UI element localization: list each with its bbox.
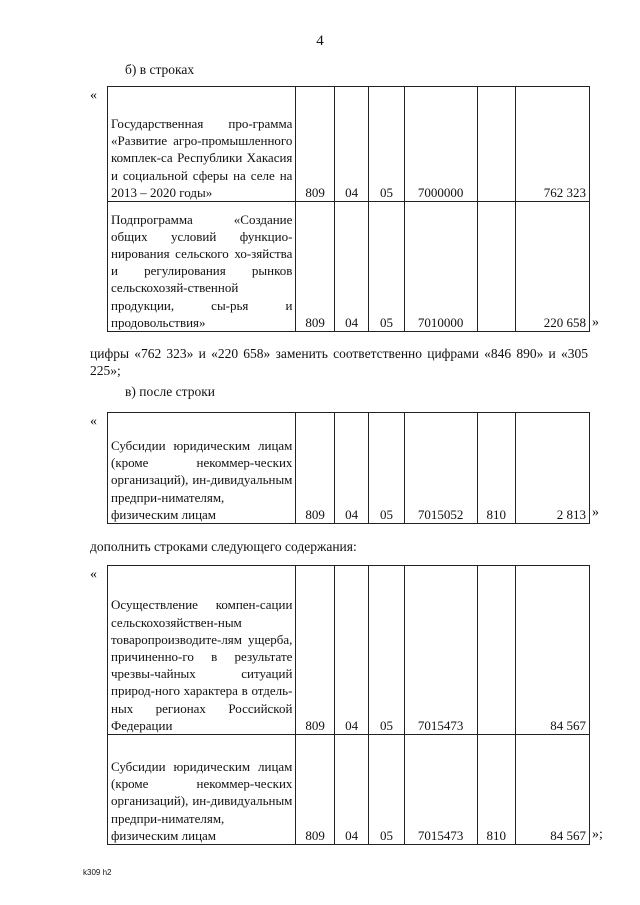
close-quote-semicolon: »;	[592, 827, 603, 842]
replace-text: цифры «762 323» и «220 658» заменить соответственно цифрами «846 890» и «305 225»;	[90, 346, 588, 378]
table-row	[108, 202, 590, 332]
cell-target: 7015473	[404, 735, 477, 845]
cell-section: 04	[334, 735, 368, 845]
budget-table-1	[107, 86, 590, 332]
row-name: Осуществление компен-сации сельскохозяйствен-ным товаропроизводите-лям ущерба, причиненно-го в результате чрезвы-чайных ситуаций природ-ного характера в отдель-ных регионах Российской Федерации	[108, 566, 296, 735]
supplement-text: дополнить строками следующего содержания:	[90, 539, 357, 554]
table-row	[108, 566, 590, 735]
cell-subsection: 05	[369, 735, 404, 845]
cell-subsection: 05	[369, 566, 404, 735]
cell-ministry: 809	[296, 87, 335, 202]
cell-subsection: 05	[369, 87, 404, 202]
cell-vid	[477, 566, 516, 735]
row-name: Государственная про-грамма «Развитие агро-промышленного комплек-са Республики Хакасия и социальной сферы на селе на 2013 – 2020 годы»	[108, 87, 296, 202]
cell-target: 7010000	[404, 202, 477, 332]
row-name: Подпрограмма «Создание общих условий функцио-нирования сельского хо-зяйства и регулирования рынков сельскохозяй-ственной продукции, сы-рья и продовольствия»	[108, 202, 296, 332]
page-number: 4	[316, 33, 324, 49]
cell-ministry: 809	[296, 413, 335, 524]
cell-vid	[477, 87, 516, 202]
cell-section: 04	[334, 202, 368, 332]
table-row	[108, 413, 590, 524]
cell-amount: 762 323	[516, 87, 590, 202]
open-quote: «	[90, 567, 97, 582]
cell-ministry: 809	[296, 566, 335, 735]
cell-ministry: 809	[296, 202, 335, 332]
cell-vid	[477, 202, 516, 332]
cell-vid: 810	[477, 735, 516, 845]
cell-subsection: 05	[369, 202, 404, 332]
row-name: Субсидии юридическим лицам (кроме некоммер-ческих организаций), ин-дивидуальным предпри-нимателям, физическим лицам	[108, 413, 296, 524]
cell-vid: 810	[477, 413, 516, 524]
item-v-intro: в) после строки	[125, 384, 215, 399]
cell-subsection: 05	[369, 413, 404, 524]
cell-target: 7015473	[404, 566, 477, 735]
cell-target: 7000000	[404, 87, 477, 202]
cell-amount: 2 813	[516, 413, 590, 524]
cell-ministry: 809	[296, 735, 335, 845]
open-quote: «	[90, 88, 97, 103]
cell-section: 04	[334, 87, 368, 202]
footer-code: k309 h2	[83, 868, 112, 877]
cell-amount: 84 567	[516, 735, 590, 845]
cell-amount: 84 567	[516, 566, 590, 735]
cell-target: 7015052	[404, 413, 477, 524]
item-b-intro: б) в строках	[125, 62, 195, 77]
open-quote: «	[90, 414, 97, 429]
table-row	[108, 87, 590, 202]
cell-amount: 220 658	[516, 202, 590, 332]
row-name: Субсидии юридическим лицам (кроме некоммер-ческих организаций), ин-дивидуальным предпри-нимателям, физическим лицам	[108, 735, 296, 845]
budget-table-2	[107, 412, 590, 524]
close-quote: »	[592, 505, 599, 520]
budget-table-3	[107, 565, 590, 845]
close-quote: »	[592, 315, 599, 330]
cell-section: 04	[334, 566, 368, 735]
cell-section: 04	[334, 413, 368, 524]
table-row	[108, 735, 590, 845]
